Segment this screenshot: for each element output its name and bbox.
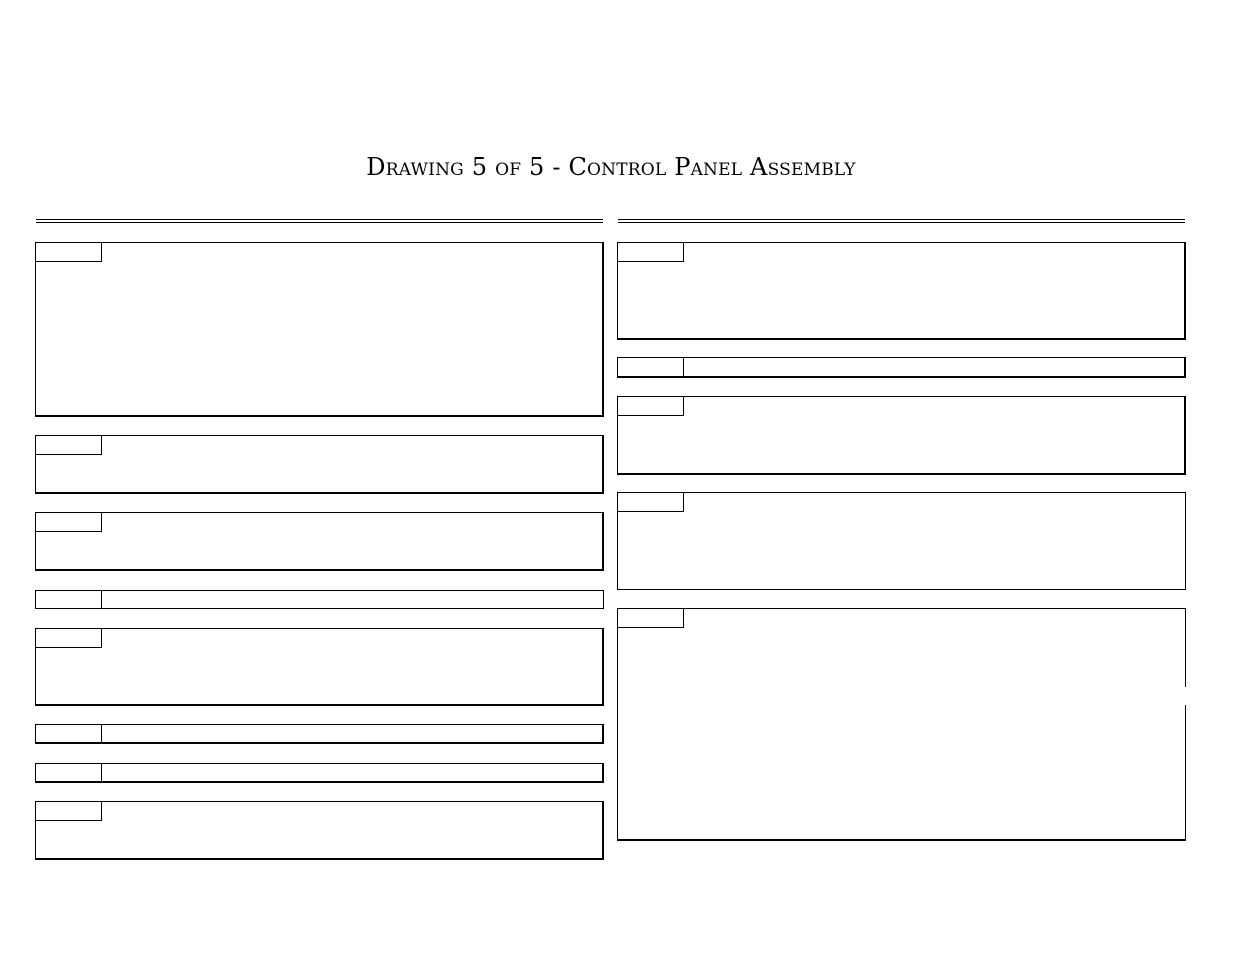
section-tab xyxy=(36,436,102,455)
left-column-rule xyxy=(36,219,603,223)
right-section-3 xyxy=(617,396,1186,475)
section-tab xyxy=(36,243,102,262)
left-section-1 xyxy=(35,242,604,417)
right-column-rule xyxy=(618,219,1185,223)
section-tab xyxy=(36,764,102,781)
section-tab xyxy=(618,243,684,262)
left-section-5 xyxy=(35,628,604,706)
left-section-2 xyxy=(35,435,604,494)
right-section-2 xyxy=(617,357,1186,378)
section-tab xyxy=(618,397,684,416)
section-tab xyxy=(36,591,102,608)
right-section-1 xyxy=(617,242,1186,340)
section-tab xyxy=(618,609,684,628)
section-tab xyxy=(36,513,102,532)
right-section-4 xyxy=(617,492,1186,590)
left-section-4 xyxy=(35,590,604,609)
border-gap xyxy=(1184,687,1188,705)
left-section-6 xyxy=(35,724,604,744)
section-tab xyxy=(618,358,684,376)
drawing-title: Drawing 5 of 5 - Control Panel Assembly xyxy=(366,153,856,181)
left-section-7 xyxy=(35,763,604,783)
section-tab xyxy=(36,802,102,821)
section-tab xyxy=(36,629,102,648)
left-section-8 xyxy=(35,801,604,860)
section-tab xyxy=(618,493,684,512)
left-section-3 xyxy=(35,512,604,571)
right-section-5 xyxy=(617,608,1186,841)
section-tab xyxy=(36,725,102,742)
